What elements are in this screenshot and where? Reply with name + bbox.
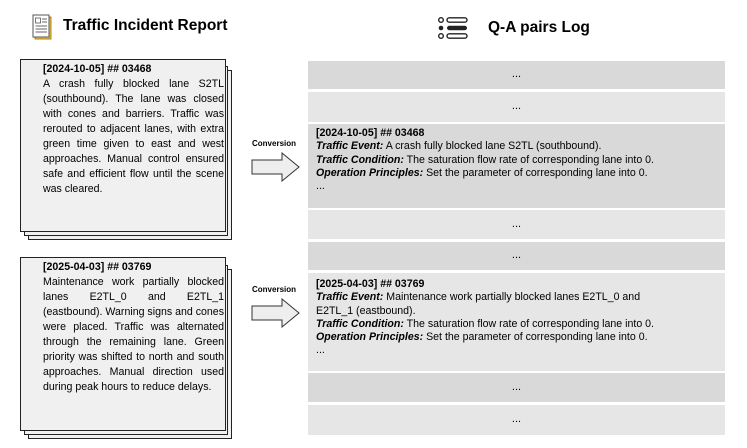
principles-text: Set the parameter of corresponding lane into 0. (426, 331, 648, 344)
report-text: A crash fully blocked lane S2TL (southbound). The lane was closed with cones and barriers. Traffic was rerouted to adjacent lanes, with extra green time given to east and west approaches. Manual control ensured safe and efficient flow until the scene was cleared. (43, 78, 224, 195)
log-row-ellipsis (308, 210, 725, 239)
log-row-ellipsis (308, 92, 725, 122)
document-icon (32, 14, 52, 40)
conversion-arrow-icon (251, 298, 301, 328)
principles-label: Operation Principles: (316, 331, 424, 344)
event-label: Traffic Event: (316, 291, 384, 304)
event-text: Maintenance work partially blocked lanes E2TL_0 and (386, 291, 641, 304)
conversion-label: Conversion (252, 285, 297, 294)
conversion-arrow-icon (251, 152, 301, 182)
log-row-ellipsis (308, 242, 725, 270)
qa-ellipsis: ... (316, 344, 325, 357)
principles-label: Operation Principles: (316, 166, 424, 179)
log-row-ellipsis (308, 373, 725, 402)
report-card (20, 257, 226, 431)
log-row-ellipsis (308, 405, 725, 435)
condition-label: Traffic Condition: (316, 153, 404, 166)
qa-pair-entry (308, 124, 725, 208)
ellipsis-text: ... (511, 249, 522, 262)
qa-event-line (316, 140, 725, 153)
log-row-ellipsis (308, 61, 725, 89)
list-icon (437, 16, 471, 40)
ellipsis-text: ... (511, 217, 522, 230)
qa-condition-line (316, 154, 725, 167)
qa-event-line-continued: E2TL_1 (eastbound). (316, 304, 416, 317)
qa-id: [2024-10-05] ## 03468 (316, 127, 425, 139)
qa-condition-line (316, 318, 725, 331)
qa-event-line (316, 291, 725, 304)
ellipsis-text: ... (511, 380, 522, 393)
qa-id: [2025-04-03] ## 03769 (316, 278, 425, 290)
qa-principles-line (316, 331, 725, 344)
report-id: [2024-10-05] ## 03468 (43, 63, 152, 75)
conversion-label: Conversion (252, 139, 297, 148)
qa-principles-line (316, 167, 725, 180)
qa-pair-entry (308, 273, 725, 371)
condition-text: The saturation flow rate of corresponding lane into 0. (406, 153, 654, 166)
principles-text: Set the parameter of corresponding lane into 0. (426, 166, 648, 179)
qa-ellipsis: ... (316, 180, 325, 193)
ellipsis-text: ... (511, 68, 522, 81)
condition-label: Traffic Condition: (316, 317, 404, 330)
event-text: A crash fully blocked lane S2TL (southbound). (385, 140, 602, 153)
report-card (20, 59, 226, 232)
left-header-title: Traffic Incident Report (63, 17, 228, 34)
condition-text: The saturation flow rate of corresponding lane into 0. (406, 317, 654, 330)
report-text: Maintenance work partially blocked lanes E2TL_0 and E2TL_1 (eastbound). Warning signs and cones were placed. Traffic was alternated through the remaining lane. Green priority was shifted to north and south approaches. Manual direction used during peak hours to reduce delays. (43, 276, 224, 393)
ellipsis-text: ... (511, 413, 522, 426)
event-label: Traffic Event: (316, 140, 384, 153)
right-header-title: Q-A pairs Log (488, 19, 590, 36)
report-id: [2025-04-03] ## 03769 (43, 261, 152, 273)
ellipsis-text: ... (511, 100, 522, 113)
